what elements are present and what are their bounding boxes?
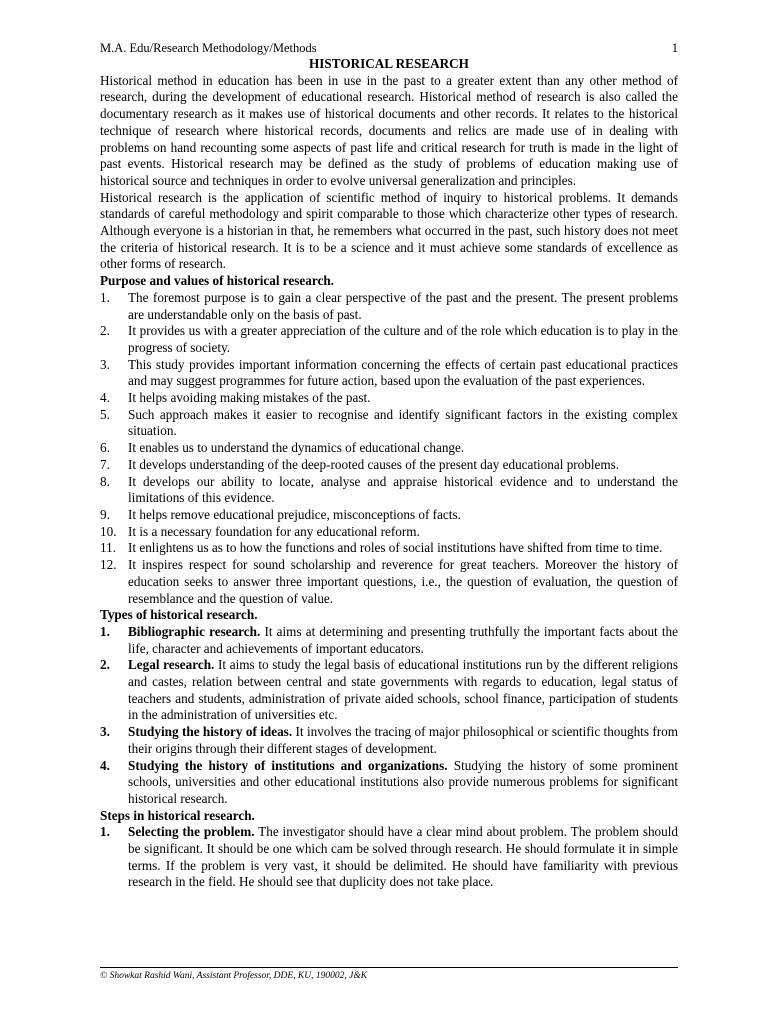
list-item-number: 3. (100, 356, 110, 372)
purpose-heading: Purpose and values of historical research. (100, 273, 334, 289)
list-item-text: It involves the tracing of major philosophical or scientific thoughts from their origins through their different stages of development. (128, 724, 678, 756)
types-heading: Types of historical research. (100, 607, 258, 623)
purpose-list-item (100, 474, 678, 507)
list-item-text: It develops our ability to locate, analyse and appraise historical evidence and to understand the limitations of this evidence. (128, 473, 678, 506)
list-item-text: It is a necessary foundation for any educational reform. (128, 523, 420, 539)
document-body (100, 56, 678, 891)
list-item-term: Studying the history of institutions and organizations. (128, 757, 448, 773)
list-item-text: The foremost purpose is to gain a clear perspective of the past and the present. The present problems are understandable only on the basis of past. (128, 289, 678, 322)
list-item-number: 5. (100, 406, 110, 422)
list-item-number: 8. (100, 473, 110, 489)
purpose-list (100, 290, 678, 607)
purpose-list-item (100, 357, 678, 390)
list-item-text: It aims to study the legal basis of educational institutions run by the different religions and castes, relation between central and state governments with regards to education, legal status of teachers and students, administration of private aided schools, school finance, participation of students in the administration of universities etc. (128, 657, 679, 723)
list-item-number: 2. (100, 657, 110, 673)
document-title: HISTORICAL RESEARCH (309, 56, 469, 71)
purpose-list-item (100, 507, 678, 524)
intro-paragraph-1: Historical method in education has been in use in the past to a greater extent than any other method of research, during the development of educational research. Historical method of research is also called the documentary research as it makes use of historical documents and other records. It relates to the historical technique of research where historical records, documents and relics are made use of in dealing with problems on hand recounting some aspects of past life and critical research for truth is made in the light of past events. Historical research may be defined as the study of problems of education making use of historical source and techniques in order to evolve universal generalization and principles. (100, 72, 678, 188)
list-item-text: This study provides important information concerning the effects of certain past educational practices and may suggest programmes for future action, based upon the evaluation of the past experiences. (128, 356, 678, 389)
list-item-number: 7. (100, 456, 110, 472)
list-item-number: 1. (100, 623, 110, 639)
footer-divider (100, 967, 678, 968)
purpose-list-item (100, 323, 678, 356)
list-item-term: Selecting the problem. (128, 824, 255, 840)
list-item-text: It helps avoiding making mistakes of the past. (128, 390, 371, 406)
list-item-number: 6. (100, 440, 110, 456)
intro-paragraph-2: Historical research is the application of scientific method of inquiry to historical problems. It demands standards of careful methodology and spirit comparable to those which characterize other types of research. Although everyone is a historian in that, he remembers what occurred in the past, such history does not meet the criteria of historical research. It is to be a science and it must achieve some standards of excellence as other forms of research. (100, 189, 678, 272)
purpose-list-item (100, 440, 678, 457)
steps-heading: Steps in historical research. (100, 807, 255, 823)
list-item-number: 1. (100, 824, 110, 840)
purpose-list-item (100, 540, 678, 557)
types-list-item (100, 624, 678, 657)
list-item-text: It enlightens us as to how the functions and roles of social institutions have shifted from time to time. (128, 540, 663, 556)
types-list-item (100, 657, 678, 724)
list-item-term: Legal research. (128, 657, 215, 673)
types-list (100, 624, 678, 808)
list-item-text: It helps remove educational prejudice, misconceptions of facts. (128, 506, 461, 522)
list-item-number: 9. (100, 506, 110, 522)
list-item-text: It enables us to understand the dynamics of educational change. (128, 440, 465, 456)
list-item-text: It develops understanding of the deep-rooted causes of the present day educational problems. (128, 456, 620, 472)
types-list-item (100, 758, 678, 808)
list-item-term: Studying the history of ideas. (128, 724, 293, 740)
list-item-number: 4. (100, 757, 110, 773)
list-item-number: 2. (100, 323, 110, 339)
running-header (100, 40, 678, 56)
list-item-text: It aims at determining and presenting truthfully the important facts about the life, character and achievements of important educators. (128, 623, 678, 656)
list-item-text: It provides us with a greater appreciation of the culture and of the role which education is to play in the progress of society. (128, 323, 678, 355)
purpose-list-item (100, 290, 678, 323)
steps-list (100, 824, 678, 891)
list-item-text: Studying the history of some prominent schools, universities and other educational institutions also provide numerous problems for significant historical research. (128, 757, 679, 806)
list-item-number: 4. (100, 390, 110, 406)
page-number: 1 (671, 41, 678, 55)
list-item-number: 12. (100, 557, 117, 573)
list-item-number: 3. (100, 724, 110, 740)
purpose-list-item (100, 524, 678, 541)
list-item-term: Bibliographic research. (128, 623, 261, 639)
list-item-text: Such approach makes it easier to recognise and identify significant factors in the existing complex situation. (128, 406, 678, 439)
footer-copyright: © Showkat Rashid Wani, Assistant Professor, DDE, KU, 190002, J&K (100, 971, 368, 981)
purpose-list-item (100, 390, 678, 407)
types-list-item (100, 724, 678, 757)
list-item-number: 11. (100, 540, 116, 556)
purpose-list-item (100, 557, 678, 607)
header-course-path: M.A. Edu/Research Methodology/Methods (100, 41, 317, 55)
purpose-list-item (100, 457, 678, 474)
list-item-number: 1. (100, 289, 110, 305)
steps-list-item (100, 824, 678, 891)
list-item-number: 10. (100, 523, 117, 539)
list-item-text: The investigator should have a clear mind about problem. The problem should be significant. It should be one which cam be solved through research. He should formulate it in simple terms. If the problem is very vast, it should be delimited. He should have familiarity with previous research in the field. He should see that duplicity does not take place. (128, 824, 679, 890)
list-item-text: It inspires respect for sound scholarship and reverence for great teachers. Moreover the history of education seeks to answer three important questions, i.e., the question of evaluation, the question of resemblance and the question of value. (128, 557, 678, 606)
purpose-list-item (100, 407, 678, 440)
